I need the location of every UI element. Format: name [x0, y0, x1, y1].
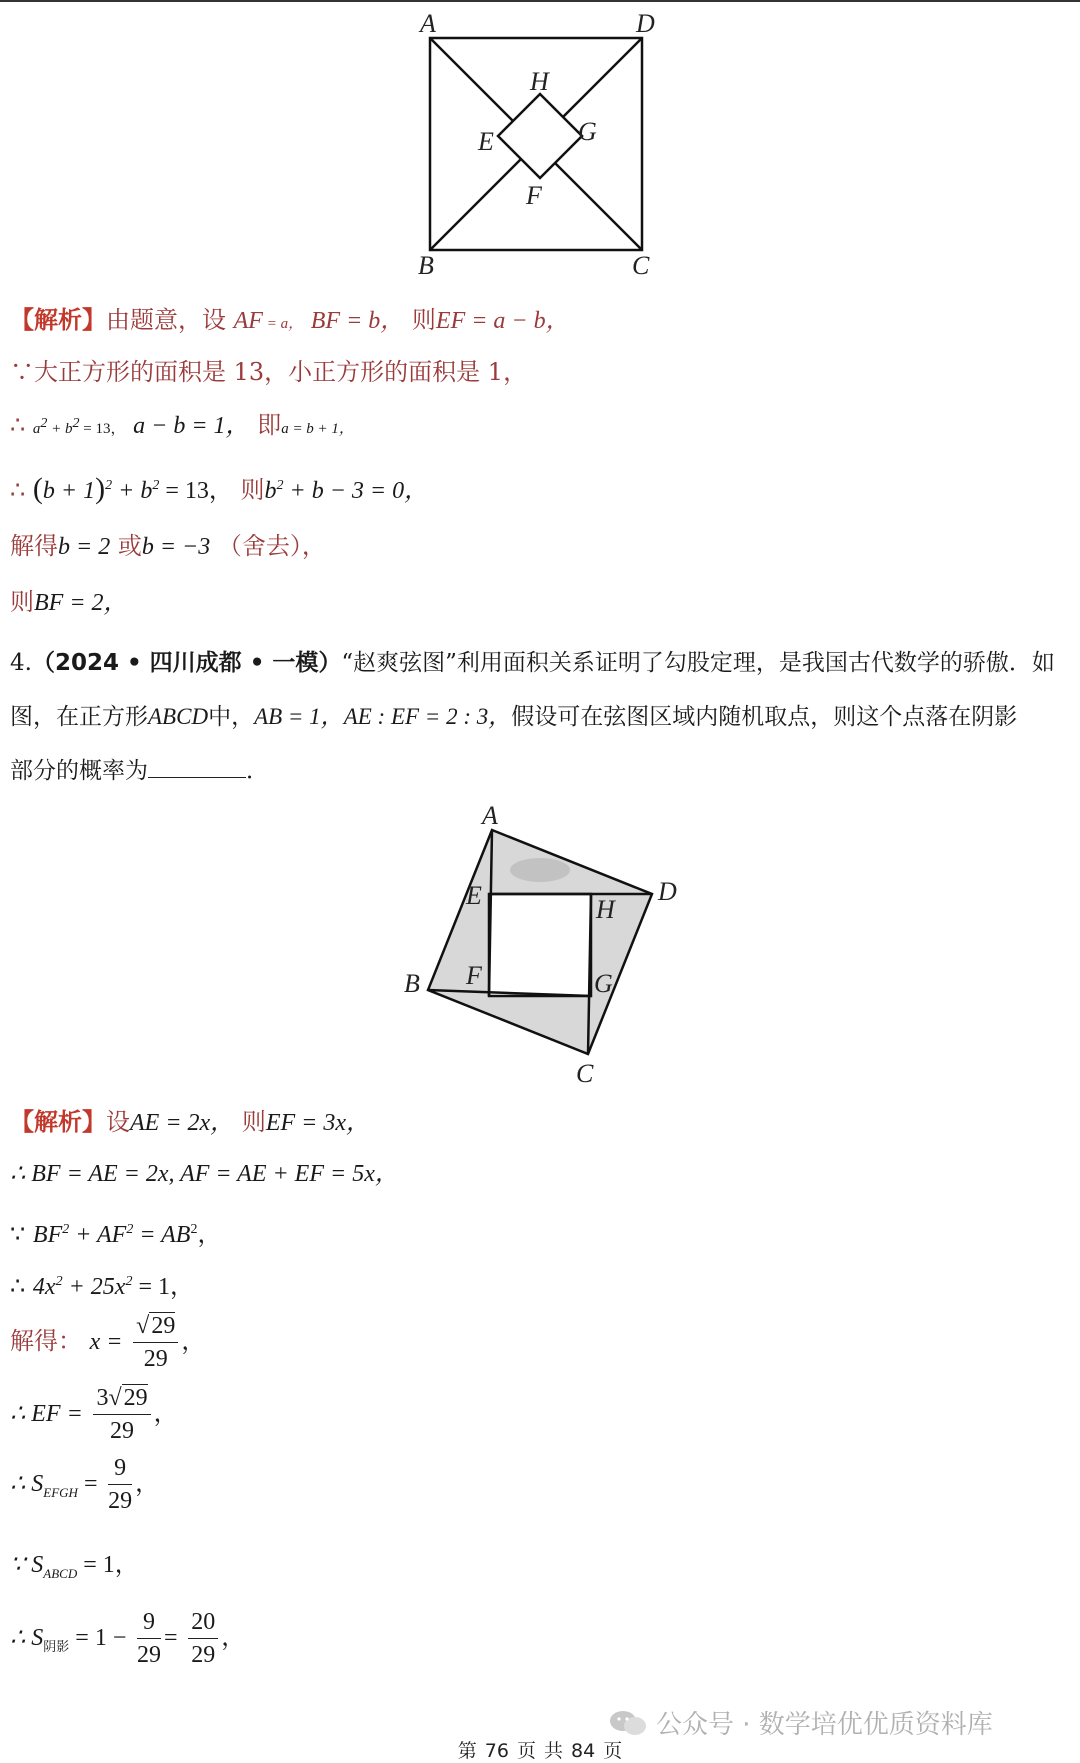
sol2-line-9: ∴ $S_{阴影} = 1$ − $\frac{9}{29}$ = $\frac{20}{29}$ ， [10, 1606, 245, 1671]
watermark-text: 公众号 · 数学培优优质资料库 [656, 1710, 993, 1740]
label-h: H [596, 895, 615, 924]
figure-1-zhao-shuang-square [400, 10, 680, 280]
figure-2-chord-diagram [390, 800, 710, 1090]
sol2-line-7: ∴ $S_{EFGH}$ = $\frac{9}{29}$ ， [10, 1452, 159, 1517]
top-border-line [0, 0, 1080, 2]
label-e: E [466, 881, 482, 910]
label-a: A [482, 801, 498, 830]
total-pages: 84 [571, 1740, 596, 1762]
sol1-line-1: 【解析】由题意，设 AF = a， BF = b， 则EF = a − b， [10, 305, 570, 334]
wechat-icon [608, 1708, 648, 1738]
label-a: A [420, 10, 436, 38]
sol2-line-2: ∴ BF = AE = 2x, AF = AE + EF = 5x， [10, 1161, 399, 1187]
sol2-line-6: ∴ EF = $\frac{3√29}{29}$ ， [10, 1382, 178, 1447]
question-4-line-3: 部分的概率为 ． [10, 744, 1070, 798]
question-4 [10, 636, 1070, 798]
current-page: 76 [484, 1740, 509, 1762]
label-c: C [632, 251, 650, 280]
sol1-line-3: ∴ $a^2 + b^2 = 13$， a − b = 1， 即a = b + 1， [10, 411, 354, 439]
label-e: E [478, 127, 494, 156]
label-d: D [636, 10, 655, 38]
analysis-bracket-1: 【解析】 [10, 305, 106, 334]
fraction-9-over-29: $\frac{9}{29}$ [108, 1452, 132, 1517]
label-b: B [404, 969, 420, 998]
sol1-line-2: ∵大正方形的面积是 13，小正方形的面积是 1， [10, 358, 528, 386]
label-f: F [526, 181, 542, 210]
sol2-line-1: 【解析】设AE = 2x， 则EF = 3x， [10, 1107, 370, 1136]
fraction-sqrt29-over-29: $\frac{√29}{29}$ [133, 1310, 178, 1375]
fraction-3sqrt29-over-29: $\frac{3√29}{29}$ [93, 1382, 150, 1447]
question-4-line-2: 图，在正方形ABCD中，AB = 1，AE : EF = 2 : 3，假设可在弦图区域内随机取点，则这个点落在阴影 [10, 704, 1018, 730]
inner-square-efgh [498, 94, 582, 178]
sol2-line-5: 解得： x = $\frac{√29}{29}$ ， [10, 1310, 205, 1375]
label-f: F [466, 961, 482, 990]
answer-blank[interactable] [148, 755, 246, 778]
page-footer: 第 76 页 共 84 页 [457, 1740, 623, 1762]
sol1-line-4: ∴ $(b + 1)^2 + b^2 = 13$， 则$b^2 + b - 3 = 0$， [10, 472, 429, 505]
sol2-line-3: ∵ $BF^2 + AF^2 = AB^2$， [10, 1220, 222, 1248]
fraction-9-over-29-b: $\frac{9}{29}$ [137, 1606, 161, 1671]
inner-square-efgh [489, 894, 591, 996]
label-g: G [578, 117, 597, 146]
sol1-line-6: 则BF = 2， [10, 588, 128, 616]
label-h: H [530, 67, 549, 96]
fraction-20-over-29: $\frac{20}{29}$ [188, 1606, 218, 1671]
label-g: G [594, 969, 613, 998]
label-d: D [658, 877, 677, 906]
sol1-line-5: 解得b = 2 或b = −3 （舍去）， [10, 532, 326, 560]
sol2-line-8: ∵ $S_{ABCD} = 1$， [10, 1552, 139, 1581]
analysis-bracket-2: 【解析】 [10, 1107, 106, 1136]
label-c: C [576, 1059, 594, 1088]
sol2-line-4: ∴ $4x^2 + 25x^2 = 1$， [10, 1272, 194, 1300]
question-4-line-1: 4.（2024 • 四川成都 • 一模）“赵爽弦图”利用面积关系证明了勾股定理，是我国古代数学的骄傲．如 [10, 650, 1055, 676]
label-b: B [418, 251, 434, 280]
shading-smudge [510, 858, 570, 882]
